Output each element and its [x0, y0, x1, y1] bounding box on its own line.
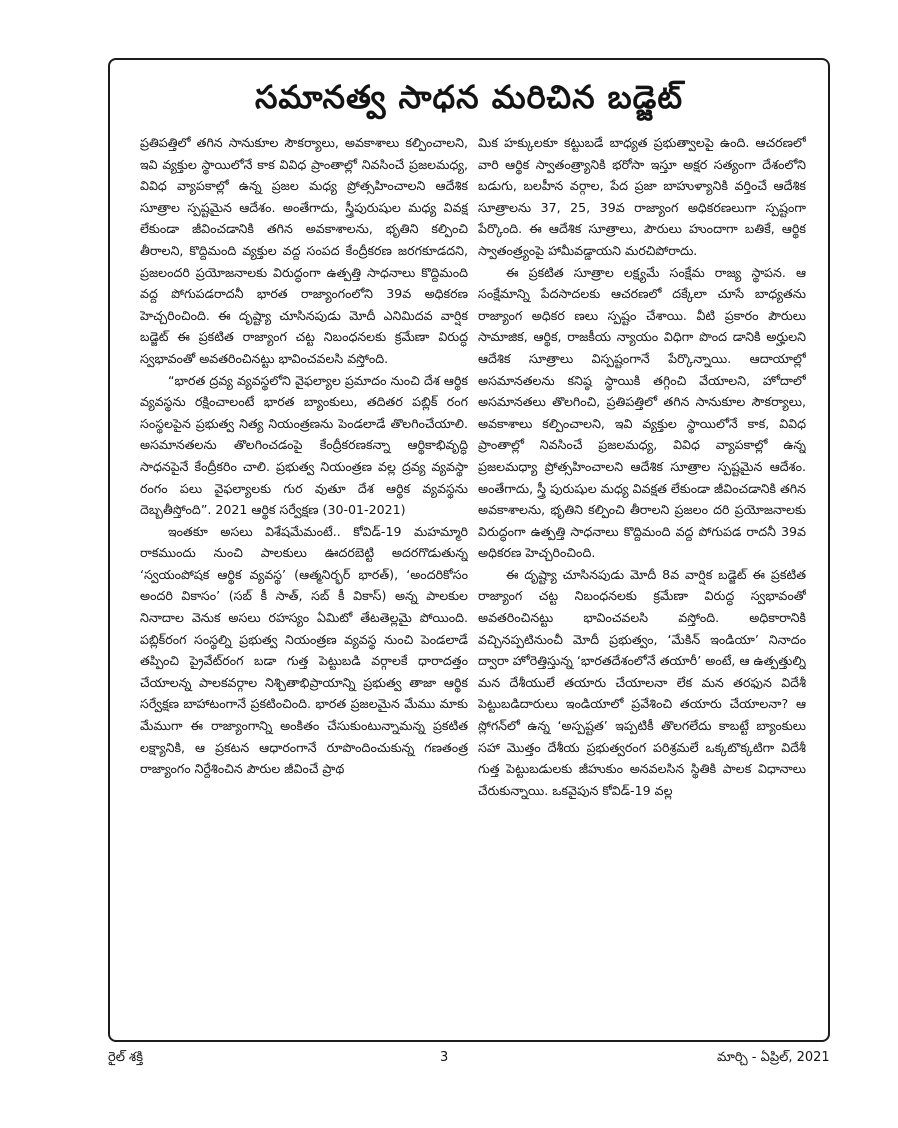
article-title: సమానత్వ సాధన మరిచిన బడ్జెట్ — [254, 78, 684, 116]
left-column — [140, 132, 468, 1032]
issue-date: మార్చి - ఏప్రిల్, 2021 — [717, 1050, 830, 1065]
article-frame — [108, 58, 830, 1042]
page-number: 3 — [440, 1050, 449, 1065]
paragraph: ఈ దృష్ట్యా చూసినపుడు మోదీ 8వ వార్షిక బడ్జెట్ ఈ ప్రకటిత రాజ్యాంగ చట్ట నిబంధనలకు క్రమేణా విరుద్ధ స్వభావంతో అవతరించినట్టు భావించవలసి వస్తోంది. అధికారానికి వచ్చినప్పటినుంచీ మోదీ ప్రభుత్వం, ‘మేకిన్ ఇండియా’ నినాదం ద్వారా హోరెత్తిస్తున్న ‘భారతదేశంలోనే తయారీ’ అంటే, ఆ ఉత్పత్తుల్ని మన దేశీయులే తయారు చేయాలనా లేక మన తరఫున విదేశీ పెట్టుబడిదారులు ఇండియాలో ప్రవేశించి తయారు చేయాలనా? ఆ స్లోగన్‌లో ఉన్న ‘అస్పష్టత’ ఇప్పటికీ తొలగలేదు కాబట్టే బ్యాంకులు సహా మొత్తం దేశీయ ప్రభుత్వరంగ పరిశ్రమలే ఒక్కటొక్కటిగా విదేశీ గుత్త పెట్టుబడులకు జీహుకుం అనవలసిన స్థితికి పాలక విధానాలు చేరుకున్నాయి. ఒకవైపున కోవిడ్-19 వల్ల — [478, 566, 806, 798]
paragraph: “భారత ద్రవ్య వ్యవస్థలోని వైఫల్యాల ప్రమాదం నుంచి దేశ ఆర్థిక వ్యవస్థను రక్షించాలంటే భారత బ్యాంకులు, తదితర పబ్లిక్ రంగ సంస్థలపైన ప్రభుత్వ నిత్య నియంత్రణను పెండలాడే తొలగించేయాలి. అసమానతలను తొలగించడంపై కేంద్రీకరణకన్నా ఆర్థికాభివృద్ధి సాధనపైనే కేంద్రీకరిం చాలి. ప్రభుత్వ నియంత్రణ వల్ల ద్రవ్య వ్యవస్థా రంగం పలు వైఫల్యాలకు గుర వుతూ దేశ ఆర్థిక వ్యవస్థను దెబ్బతీస్తోంది”. 2021 ఆర్థిక సర్వేక్షణ (30-01-2021) — [140, 372, 468, 518]
publication-name: రైల్ శక్తి — [108, 1050, 143, 1065]
paragraph: ఈ ప్రకటిత సూత్రాల లక్ష్యమే సంక్షేమ రాజ్య స్థాపన. ఆ సంక్షేమాన్ని పేదసాదలకు ఆచరణలో దక్కేలా చూసే బాధ్యతను రాజ్యాంగ అధికర ణలు స్పష్టం చేశాయి. వీటి ప్రకారం పౌరులు సామాజిక, ఆర్థిక, రాజకీయ న్యాయం విధిగా పొంద డానికి అర్హులని ఆదేశిక సూత్రాలు విస్పష్టంగానే పేర్కొన్నాయి. ఆదాయాల్లో అసమానతలను కనిష్ఠ స్థాయికి తగ్గించి వేయాలని, హోదాలో అసమానతలు తొలగించి, ప్రతిపత్తిలో తగిన సానుకూల సౌకర్యాలు, అవకాశాలు కల్పించాలని, ఇవి వ్యక్తుల స్థాయిలోనే కాక, వివిధ ప్రాంతాల్లో నివసించే ప్రజలమధ్య, వివిధ వ్యాపకాల్లో ఉన్న ప్రజలమధ్యా ప్రోత్సహించాలని ఆదేశిక సూత్రాల స్పష్టమైన ఆదేశం. అంతేగాదు, స్త్రీ పురుషుల మధ్య వివక్షత లేకుండా జీవించడానికి తగిన అవకాశాలను, భృతిని కల్పించి తీరాలని ప్రజలం దరి ప్రయోజనాలకు విరుద్ధంగా ఉత్పత్తి సాధనాలు కొద్దిమంది వద్ద పోగుపడ రాదనీ 39వ అధికరణ హెచ్చరించింది. — [478, 264, 806, 561]
right-column — [478, 132, 806, 1032]
paragraph: ఇంతకూ అసలు విశేషమేమంటే.. కోవిడ్-19 మహమ్మారి రాకముందు నుంచి పాలకులు ఊదరబెట్టి అదరగొడుతున్న ‘స్వయంపోషక ఆర్థిక వ్యవస్థ’ (ఆత్మనిర్భర్ భారత్), ‘అందరికోసం అందరి వికాసం’ (సబ్ కీ సాత్, సబ్ కీ వికాస్) అన్న పాలకుల నినాదాల వెనుక అసలు రహస్యం ఏమిటో తేటతెల్లమై పోయింది. పబ్లిక్‌రంగ సంస్థల్ని ప్రభుత్వ నియంత్రణ వ్యవస్థ నుంచి పెండలాడే తప్పించి ప్రైవేట్‌రంగ బడా గుత్త పెట్టుబడి వర్గాలకే ధారాదత్తం చేయాలన్న పాలకవర్గాల నిశ్చితాభిప్రాయాన్ని ప్రభుత్వ తాజా ఆర్థిక సర్వేక్షణ బాహాటంగానే ప్రకటించింది. భారత ప్రజలమైన మేము మాకు మేముగా ఈ రాజ్యాంగాన్ని అంకితం చేసుకుంటున్నామన్న ప్రకటిత లక్ష్యానికి, ఆ ప్రకటన ఆధారంగానే రూపొందించుకున్న గణతంత్ర రాజ్యాంగం నిర్దేశించిన పౌరుల జీవించే ప్రాథ — [140, 523, 468, 777]
paragraph: మిక హక్కులకూ కట్టుబడే బాధ్యత ప్రభుత్వాలపై ఉంది. ఆచరణలో వారి ఆర్థిక స్వాతంత్ర్యానికి భరోసా ఇస్తూ అక్షర సత్యంగా దేశంలోని బడుగు, బలహీన వర్గాల, పేద ప్రజా బాహుళ్యానికి వర్తించే ఆదేశిక సూత్రాలను 37, 25, 39వ రాజ్యాంగ అధికరణలుగా స్పష్టంగా పేర్కొంది. ఈ ఆదేశిక సూత్రాలు, పౌరులు హుందాగా బతికే, ఆర్థిక స్వాతంత్ర్యంపై హామీవడ్డాయని మరచిపోరాదు. — [478, 135, 806, 258]
paragraph: ప్రతిపత్తిలో తగిన సానుకూల సౌకర్యాలు, అవకాశాలు కల్పించాలని, ఇవి వ్యక్తుల స్థాయిలోనే కాక వివిధ ప్రాంతాల్లో నివసించే ప్రజలమధ్య, వివిధ వ్యాపకాల్లో ఉన్న ప్రజల మధ్య ప్రోత్సహించాలని ఆదేశిక సూత్రాల స్పష్టమైన ఆదేశం. అంతేగాదు, స్త్రీపురుషుల మధ్య వివక్ష లేకుండా జీవించడానికి తగిన అవకాశాలను, భృతిని కల్పించి తీరాలని, కొద్దిమంది వ్యక్తుల వద్ద సంపద కేంద్రీకరణ జరగకూడదని, ప్రజలందరి ప్రయోజనాలకు విరుద్ధంగా ఉత్పత్తి సాధనాలు కొద్దిమంది వద్ద పోగుపడరాదనీ భారత రాజ్యాంగంలోని 39వ అధికరణ హెచ్చరించింది. ఈ దృష్ట్యా చూసినపుడు మోదీ ఎనిమిదవ వార్షిక బడ్జెట్ ఈ ప్రకటిత రాజ్యాంగ చట్ట నిబంధనలకు క్రమేణా విరుద్ధ స్వభావంతో అవతరించినట్టు భావించవలసి వస్తోంది. — [140, 135, 468, 366]
